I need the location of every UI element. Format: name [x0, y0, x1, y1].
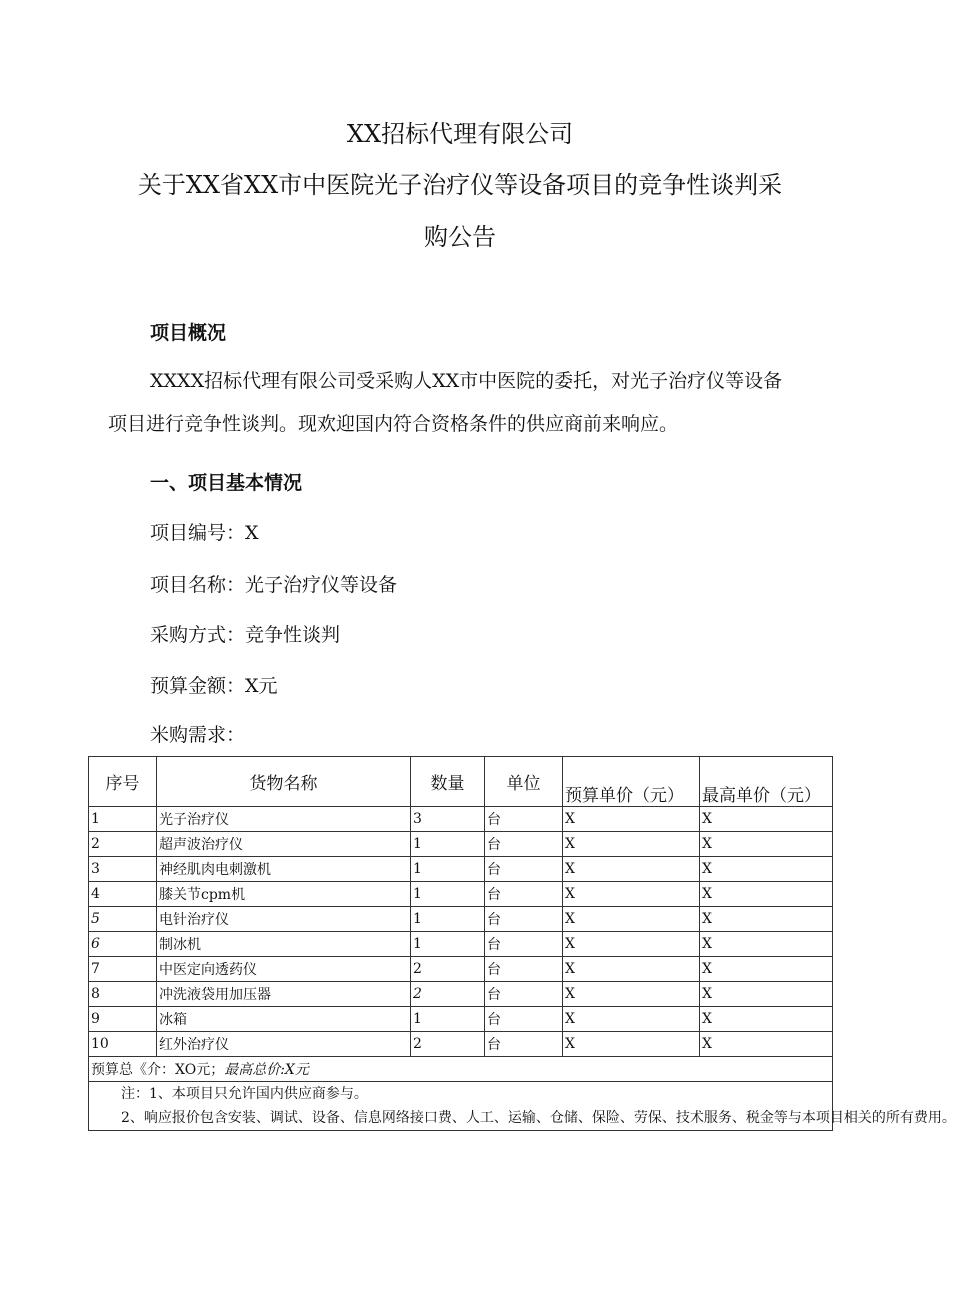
- total-row: [89, 1057, 833, 1082]
- row-max-price: X: [700, 982, 833, 1007]
- row-unit: 台: [485, 1032, 563, 1057]
- total-cell: [89, 1057, 833, 1082]
- overview-text-line2: 项目进行竞争性谈判。现欢迎国内符合资格条件的供应商前来响应。: [108, 413, 679, 435]
- table-row: [89, 882, 833, 907]
- procurement-table: [88, 756, 956, 1131]
- row-budget-price: X: [563, 1032, 700, 1057]
- table-row: [89, 932, 833, 957]
- row-qty: 1: [411, 1007, 485, 1032]
- row-no: 3: [89, 857, 157, 882]
- row-budget-price: X: [563, 1007, 700, 1032]
- row-qty: 2: [411, 957, 485, 982]
- row-budget-price: X: [563, 907, 700, 932]
- table-row: [89, 1007, 833, 1032]
- row-no: 8: [89, 982, 157, 1007]
- row-unit: 台: [485, 932, 563, 957]
- row-qty: 1: [411, 882, 485, 907]
- notes-cell: [89, 1082, 956, 1131]
- header-qty: 数量: [411, 757, 485, 807]
- row-max-price: X: [700, 832, 833, 857]
- company-title: XX招标代理有限公司: [346, 120, 574, 148]
- row-max-price: X: [700, 807, 833, 832]
- table-row: [89, 807, 833, 832]
- row-qty: 1: [411, 857, 485, 882]
- row-unit: 台: [485, 982, 563, 1007]
- requirements-label: 米购需求：: [150, 724, 246, 746]
- row-budget-price: X: [563, 882, 700, 907]
- announcement-title-line1: 关于XX省XX市中医院光子治疗仪等设备项目的竞争性谈判采: [137, 171, 783, 199]
- row-unit: 台: [485, 907, 563, 932]
- row-max-price: X: [700, 1032, 833, 1057]
- total-prefix: 预算总《: [91, 1062, 147, 1078]
- row-no: 4: [89, 882, 157, 907]
- project-name: 项目名称：光子治疗仪等设备: [150, 574, 398, 596]
- header-no: 序号: [89, 757, 157, 807]
- total-budget: 介：XO元；: [147, 1062, 225, 1078]
- row-name: 制冰机: [157, 932, 411, 957]
- row-name: 光子治疗仪: [157, 807, 411, 832]
- header-unit: 单位: [485, 757, 563, 807]
- row-max-price: X: [700, 907, 833, 932]
- row-max-price: X: [700, 932, 833, 957]
- header-name: 货物名称: [157, 757, 411, 807]
- row-qty: 1: [411, 932, 485, 957]
- notes-row: [89, 1082, 833, 1131]
- overview-heading: 项目概况: [150, 322, 227, 344]
- row-no: 2: [89, 832, 157, 857]
- table-row: [89, 907, 833, 932]
- overview-text-line1: XXXX招标代理有限公司受采购人XX市中医院的委托，对光子治疗仪等设备: [150, 370, 783, 392]
- row-no: 9: [89, 1007, 157, 1032]
- header-max-price: 最高单价（元）: [700, 757, 833, 807]
- row-budget-price: X: [563, 982, 700, 1007]
- table-row: [89, 957, 833, 982]
- table-row: [89, 1032, 833, 1057]
- row-no: 6: [89, 932, 157, 957]
- row-unit: 台: [485, 832, 563, 857]
- row-no: 10: [89, 1032, 157, 1057]
- row-budget-price: X: [563, 932, 700, 957]
- section1-heading: 一、项目基本情况: [150, 472, 303, 494]
- row-qty: 3: [411, 807, 485, 832]
- table-row: [89, 857, 833, 882]
- row-unit: 台: [485, 1007, 563, 1032]
- header-budget-price: 预算单价（元）: [563, 757, 700, 807]
- row-budget-price: X: [563, 807, 700, 832]
- row-max-price: X: [700, 882, 833, 907]
- budget-amount: 预算金额：X元: [150, 675, 278, 697]
- row-name: 神经肌肉电刺激机: [157, 857, 411, 882]
- note-1: 注：1、本项目只允许国内供应商参与。: [121, 1086, 368, 1102]
- row-qty: 2: [411, 1032, 485, 1057]
- row-budget-price: X: [563, 832, 700, 857]
- row-name: 冰箱: [157, 1007, 411, 1032]
- row-max-price: X: [700, 857, 833, 882]
- row-budget-price: X: [563, 957, 700, 982]
- project-number: 项目编号：X: [150, 522, 259, 544]
- row-max-price: X: [700, 957, 833, 982]
- table-row: [89, 982, 833, 1007]
- row-max-price: X: [700, 1007, 833, 1032]
- note-2: 2、响应报价包含安装、调试、设备、信息网络接口费、人工、运输、仓储、保险、劳保、技术服务、税金等与本项目相关的所有费用。: [121, 1110, 956, 1126]
- total-max: 最高总价:X元: [224, 1062, 309, 1078]
- row-unit: 台: [485, 882, 563, 907]
- announcement-title-line2: 购公告: [424, 223, 496, 251]
- row-unit: 台: [485, 807, 563, 832]
- row-name: 冲洗液袋用加压器: [157, 982, 411, 1007]
- row-no: 5: [89, 907, 157, 932]
- row-name: 红外治疗仪: [157, 1032, 411, 1057]
- row-name: 膝关节cpm机: [157, 882, 411, 907]
- row-name: 中医定向透药仪: [157, 957, 411, 982]
- row-name: 电针治疗仪: [157, 907, 411, 932]
- row-qty: 1: [411, 832, 485, 857]
- row-no: 7: [89, 957, 157, 982]
- table-header-row: [89, 757, 833, 807]
- row-unit: 台: [485, 957, 563, 982]
- procurement-method: 采购方式：竞争性谈判: [150, 624, 341, 646]
- row-unit: 台: [485, 857, 563, 882]
- row-name: 超声波治疗仪: [157, 832, 411, 857]
- row-qty: 1: [411, 907, 485, 932]
- row-qty: 2: [411, 982, 485, 1007]
- row-no: 1: [89, 807, 157, 832]
- row-budget-price: X: [563, 857, 700, 882]
- table-row: [89, 832, 833, 857]
